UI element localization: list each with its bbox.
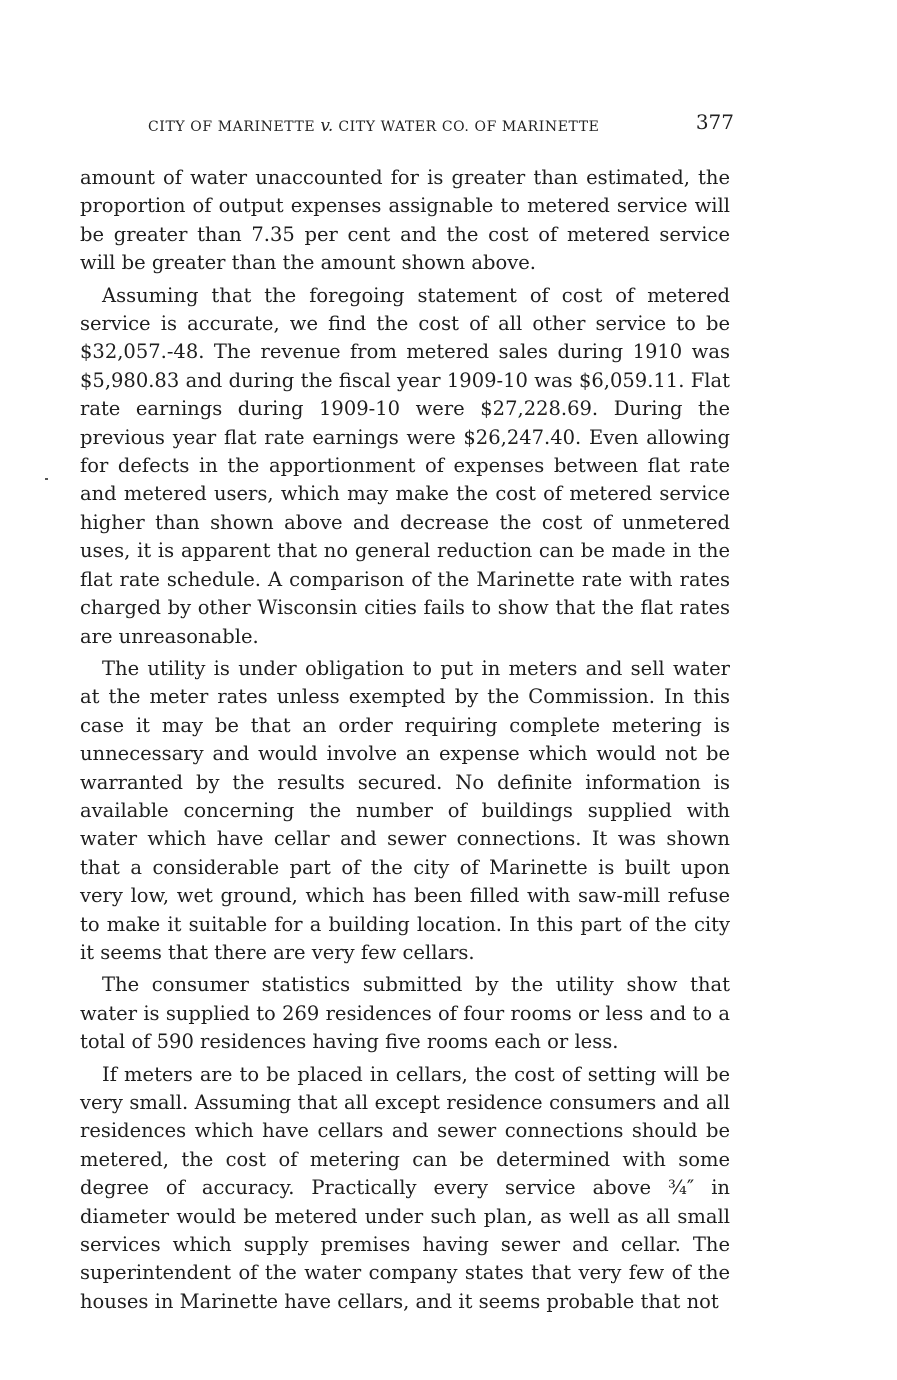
paragraph-cost-of-service: Assuming that the foregoing statement of cost of metered service is accurate, we find the cost of all other service to be $32,057.-48. The revenue from metered sales during 1910 was $5,980.83 and during the fiscal year 1909-10 was $6,059.11. Flat rate earnings during 1909-10 were $27,228.69. During the previous year flat rate earnings were $26,247.40. Even allowing for defects in the apportionment of expenses between flat rate and metered users, which may make the cost of metered service higher than shown above and decrease the cost of unmetered uses, it is apparent that no general reduction can be made in the flat rate schedule. A comparison of the Marinette rate with rates charged by other Wisconsin cities fails to show that the flat rates are unreasonable. [80, 283, 730, 648]
running-title-part-2: CITY WATER CO. OF MARINETTE [333, 119, 600, 135]
body-text [80, 164, 730, 1316]
paragraph-metering-cost: If meters are to be placed in cellars, the cost of setting will be very small. Assuming that all except residence consumers and all residences which have cellars and sewer connections should be metered, the cost of metering can be determined with some degree of accuracy. Practically every service above ¾″ in diameter would be metered under such plan, as well as all small services which supply premises having sewer and cellar. The superintendent of the water company states that very few of the houses in Marinette have cellars, and it seems probable that not [80, 1062, 730, 1313]
running-title [148, 116, 599, 136]
page-margin-speck [45, 478, 48, 480]
paragraph-continued: amount of water unaccounted for is greater than estimated, the proportion of output expenses assignable to metered service will be greater than 7.35 per cent and the cost of metered service will be greater than the amount shown above. [80, 166, 730, 275]
running-head [148, 110, 734, 140]
running-title-versus: v. [320, 116, 334, 136]
paragraph-meter-obligation: The utility is under obligation to put in meters and sell water at the meter rates unless exempted by the Commission. In this case it may be that an order requiring complete metering is unnecessary and would involve an expense which would not be warranted by the results secured. No definite information is available concerning the number of buildings supplied with water which have cellar and sewer connections. It was shown that a considerable part of the city of Marinette is built upon very low, wet ground, which has been filled with saw-mill refuse to make it suitable for a building location. In this part of the city it seems that there are very few cellars. [80, 656, 730, 964]
page-number: 377 [695, 110, 734, 134]
paragraph-consumer-statistics: The consumer statistics submitted by the utility show that water is supplied to 269 residences of four rooms or less and to a total of 590 residences having five rooms each or less. [80, 973, 730, 1054]
running-title-part-1: CITY OF MARINETTE [148, 119, 321, 135]
